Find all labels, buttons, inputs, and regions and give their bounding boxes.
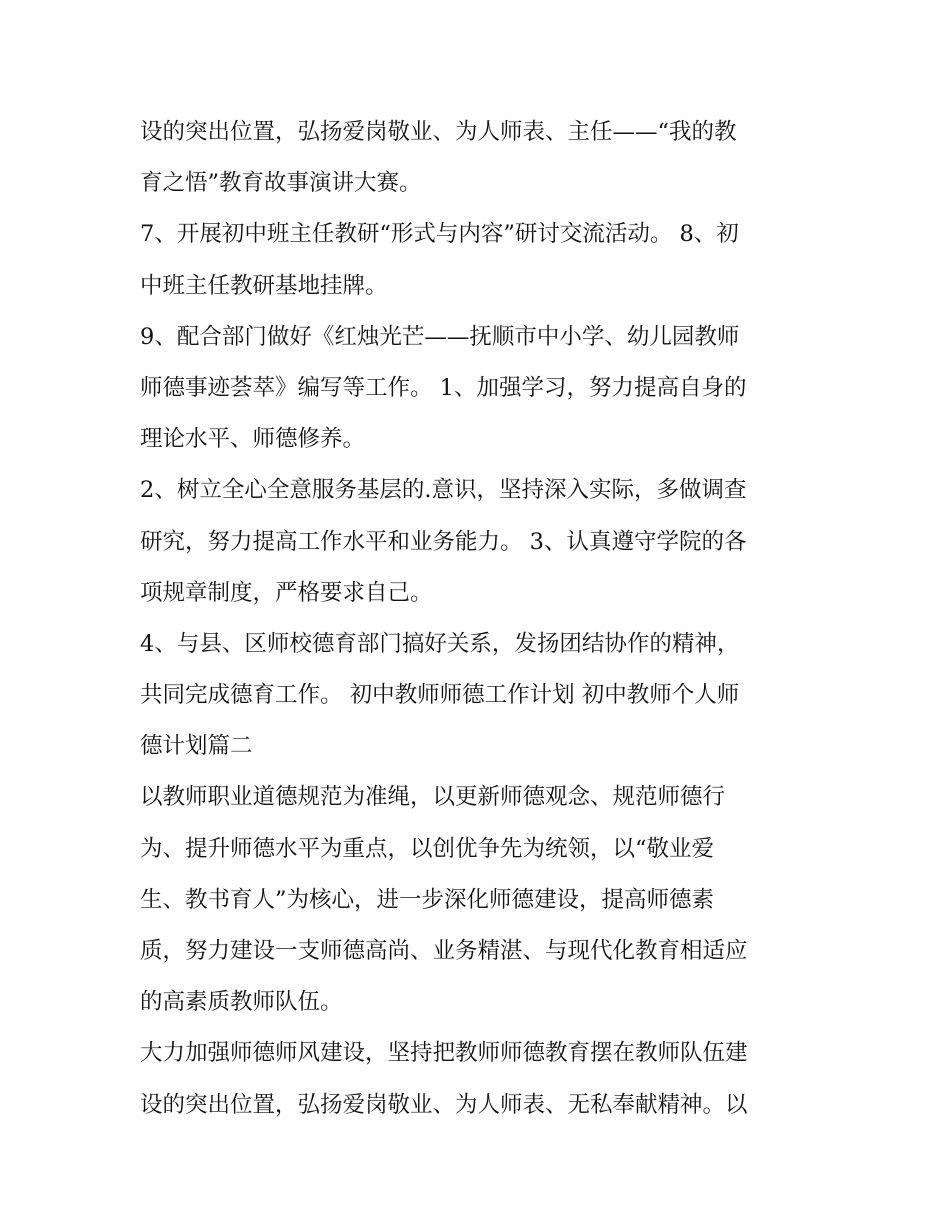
text-line: 7、开展初中班主任教研“形式与内容”研讨交流活动。 8、初 xyxy=(140,221,739,248)
text-line: 质，努力建设一支师德高尚、业务精湛、与现代化教育相适应 xyxy=(140,938,748,964)
text-line: 理论水平、师德修养。 xyxy=(140,426,366,453)
text-line: 以教师职业道德规范为准绳，以更新师德观念、规范师德行 xyxy=(140,784,726,811)
text-line: 中班主任教研基地挂牌。 xyxy=(140,272,388,299)
text-line: 设的突出位置，弘扬爱岗敬业、为人师表、无私奉献精神。以 xyxy=(140,1091,748,1118)
text-line: 2、树立全心全意服务基层的.意识，坚持深入实际，多做调查 xyxy=(140,477,747,504)
text-line: 为、提升师德水平为重点，以创优争先为统领，以“敬业爱 xyxy=(140,835,715,862)
text-line: 4、与县、区师校德育部门搞好关系，发扬团结协作的精神， xyxy=(140,630,740,657)
text-line: 项规章制度，严格要求自己。 xyxy=(140,579,433,606)
text-line: 大力加强师德师风建设，坚持把教师师德教育摆在教师队伍建 xyxy=(140,1040,748,1067)
text-line: 研究，努力提高工作水平和业务能力。 3、认真遵守学院的各 xyxy=(140,528,747,555)
text-line: 的高素质教师队伍。 xyxy=(140,989,343,1016)
text-line: 师德事迹荟萃》编写等工作。 1、加强学习，努力提高自身的 xyxy=(140,374,747,401)
text-line: 德计划篇二 xyxy=(140,733,253,760)
text-line: 9、配合部门做好《红烛光芒——抚顺市中小学、幼儿园教师 xyxy=(140,323,740,350)
text-line: 育之悟”教育故事演讲大赛。 xyxy=(140,170,422,197)
text-line: 共同完成德育工作。 初中教师师德工作计划 初中教师个人师 xyxy=(140,682,740,709)
text-line: 生、教书育人”为核心，进一步深化师德建设，提高师德素 xyxy=(140,886,715,913)
document-body xyxy=(140,107,820,1131)
text-line: 设的突出位置，弘扬爱岗敬业、为人师表、主任——“我的教 xyxy=(140,119,737,145)
